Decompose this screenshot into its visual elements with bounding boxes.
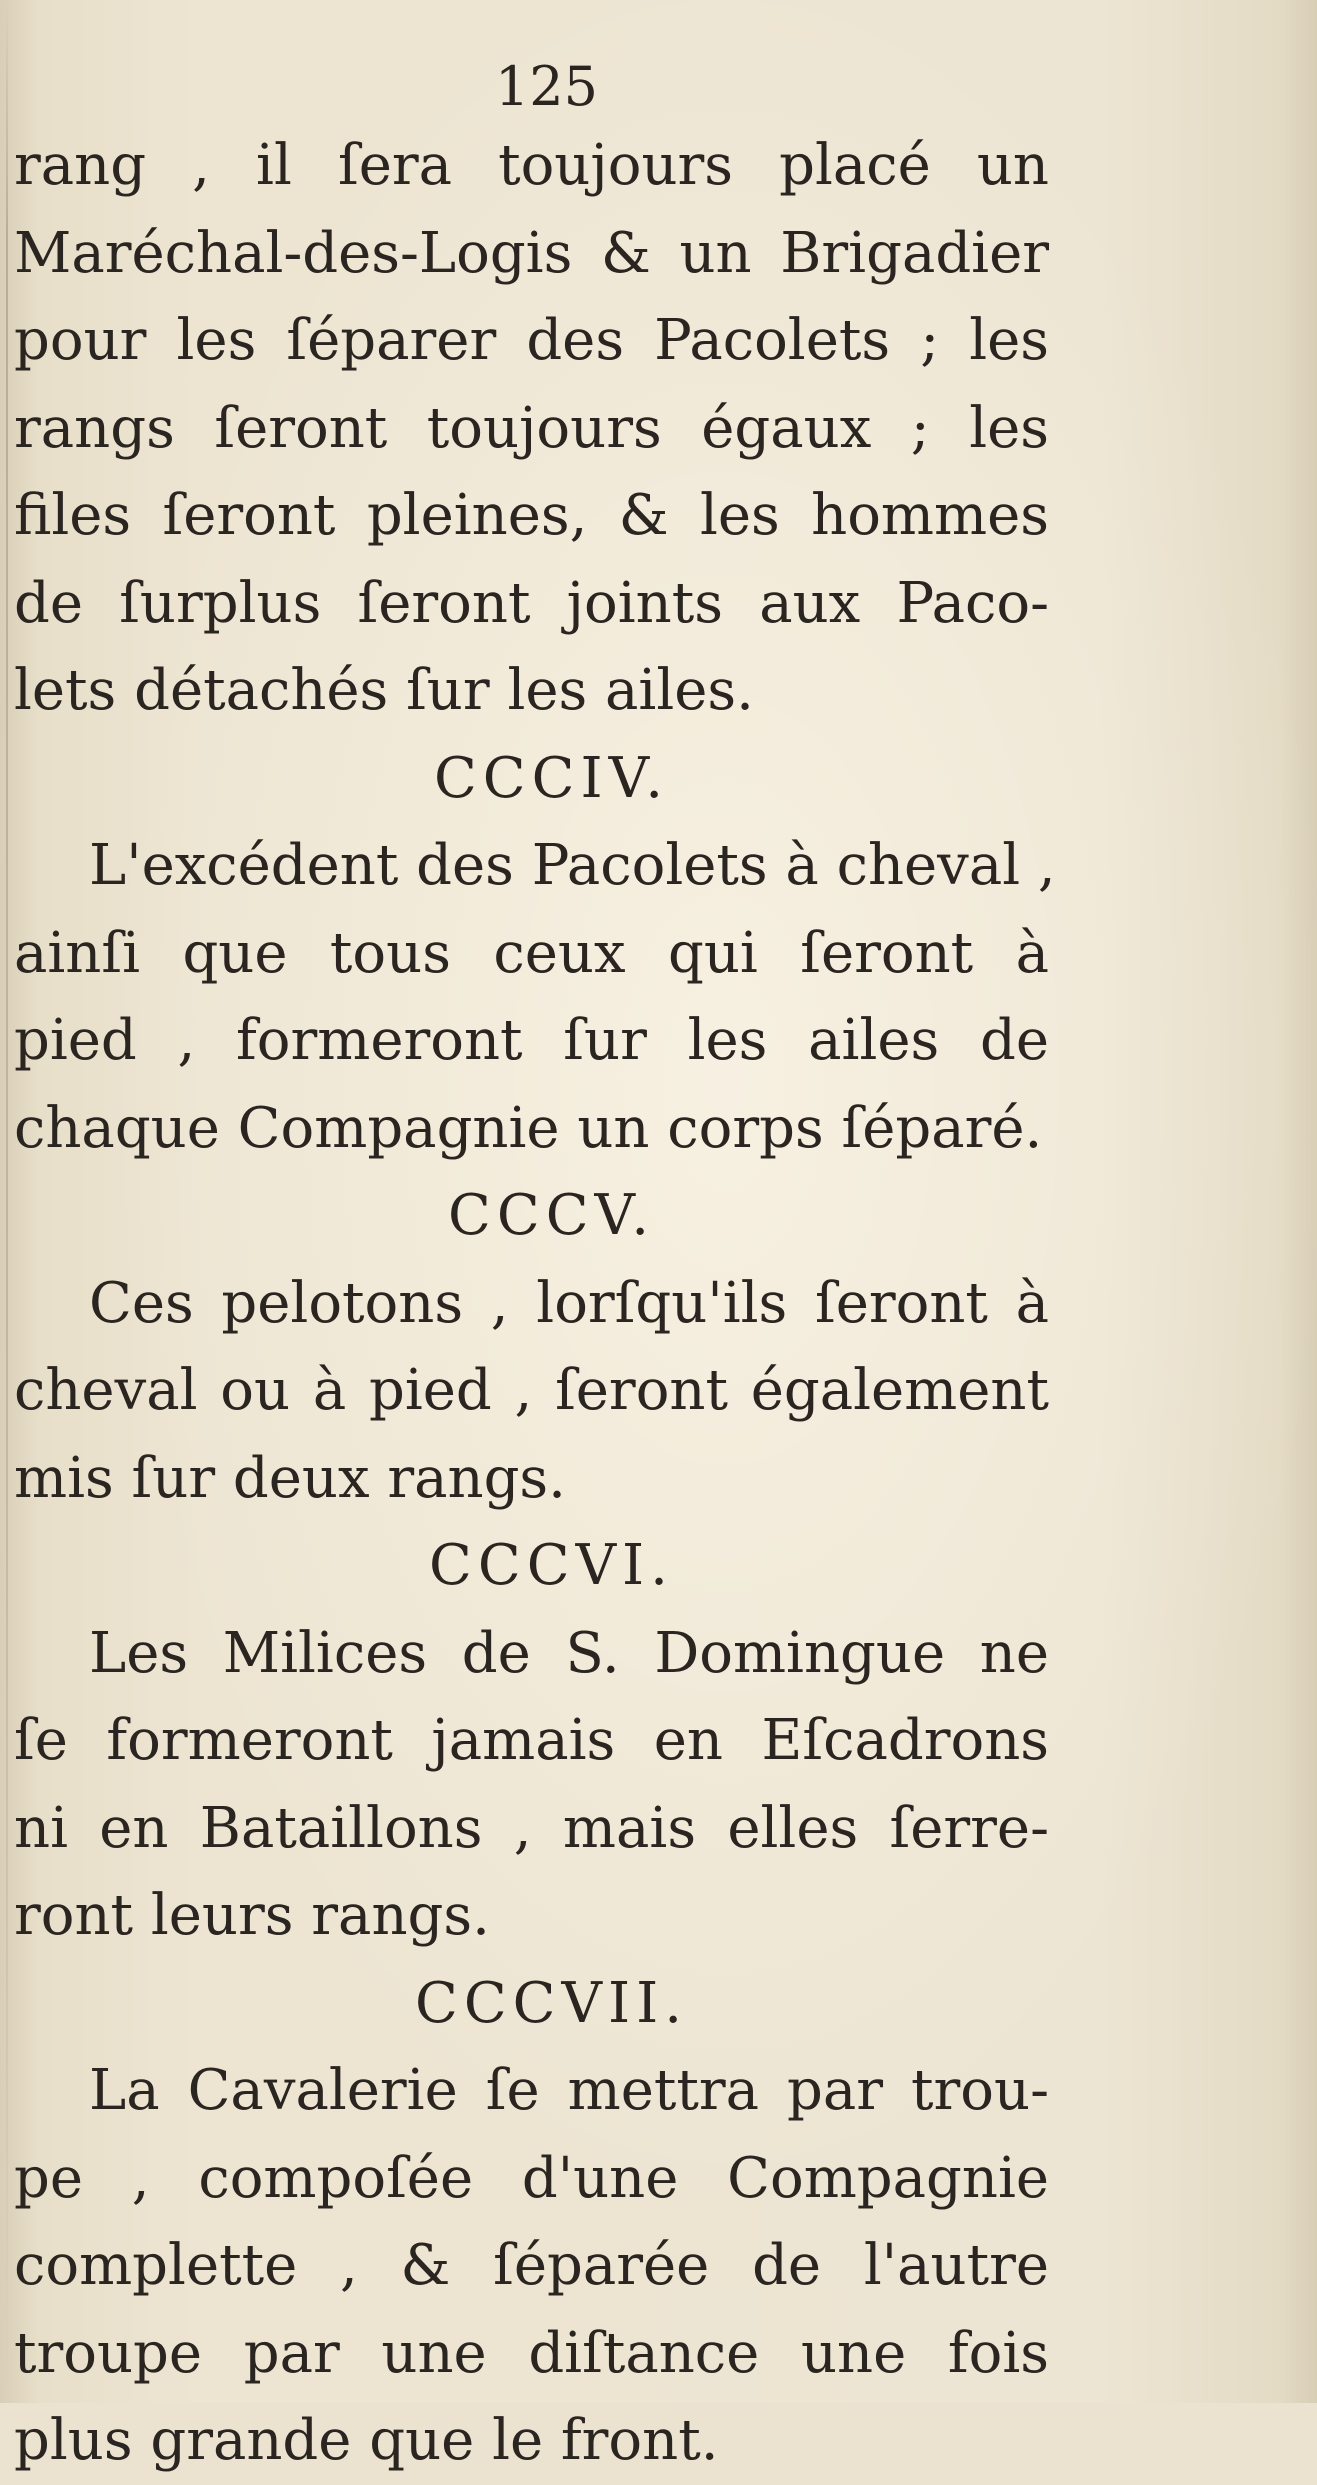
text-line: pied , formeront ſur les ailes de [14, 1008, 1049, 1073]
text-line: ainſi que tous ceux qui ſeront à [14, 920, 1049, 986]
article-cccIV [14, 735, 1056, 1173]
article-cccvii [14, 1960, 1049, 2485]
section-heading: CCCVI. [429, 1533, 674, 1598]
section-heading: CCCVII. [414, 1970, 689, 2036]
page-number: 125 [494, 55, 599, 118]
section-heading: CCCV. [448, 1183, 655, 1248]
text-line: pe , compoſée d'une Compagnie [14, 2145, 1049, 2211]
text-line: lets détachés ſur les ailes. [14, 658, 754, 723]
section-heading: CCCIV. [433, 745, 670, 811]
article-cccv [14, 1172, 1049, 1522]
text-line: plus grande que le front. [14, 2408, 719, 2473]
text-line: Ces pelotons , lorſqu'ils ſeront à [89, 1270, 1049, 1336]
text-line: mis ſur deux rangs. [14, 1445, 566, 1511]
paragraph-continuation [14, 122, 1049, 735]
page-gutter [6, 0, 8, 2403]
text-line: complette , & ſéparée de l'autre [14, 2233, 1049, 2298]
text-line: L'excédent des Pacolets à cheval , [89, 833, 1056, 898]
text-line: rang , il ſera toujours placé un [14, 133, 1049, 198]
text-line: pour les ſéparer des Pacolets ; les [14, 308, 1049, 373]
text-line: ni en Bataillons , mais elles ſerre- [14, 1795, 1049, 1861]
text-line: Maréchal-des-Logis & un Brigadier [14, 220, 1049, 286]
text-line: cheval ou à pied , ſeront également [14, 1358, 1049, 1423]
page-text [14, 52, 1056, 2485]
text-line: La Cavalerie ſe mettra par trou- [89, 2058, 1049, 2123]
text-line: chaque Compagnie un corps ſéparé. [14, 1095, 1043, 1161]
text-line: rangs ſeront toujours égaux ; les [14, 395, 1049, 461]
text-line: de ſurplus ſeront joints aux Paco- [14, 570, 1049, 636]
article-cccvi [14, 1522, 1049, 1960]
text-line: files ſeront pleines, & les hommes [14, 483, 1049, 548]
text-line: troupe par une diſtance une fois [14, 2320, 1049, 2386]
text-line: ſe formeront jamais en Eſcadrons [14, 1708, 1049, 1773]
text-line: ront leurs rangs. [14, 1883, 490, 1948]
text-line: Les Milices de S. Domingue ne [89, 1620, 1049, 1686]
